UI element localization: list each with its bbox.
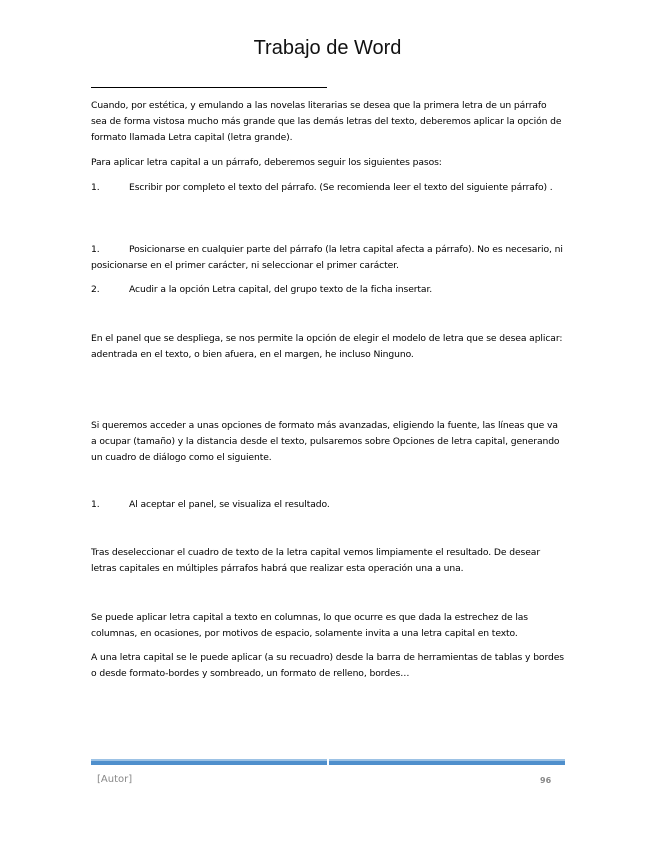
- paragraph-panel: En el panel que se despliega, se nos permite la opción de elegir el modelo de letra que se desea aplicar: adentrada en el texto, o bien afuera, en el margen, he incluso Ninguno.: [91, 333, 563, 360]
- page-number: 96: [540, 776, 552, 785]
- header-rule: [91, 87, 327, 88]
- list-item-text: Al aceptar el panel, se visualiza el resultado.: [129, 499, 330, 510]
- paragraph-result: Tras deseleccionar el cuadro de texto de la letra capital vemos limpiamente el resultado. De desear letras capitales en múltiples párrafos habrá que realizar esta operación una a una.: [91, 547, 540, 574]
- document-title: Trabajo de Word: [253, 37, 402, 59]
- list-item: [91, 180, 565, 196]
- list-item-number: 1.: [91, 182, 100, 193]
- footer-bar-divider: [327, 759, 329, 765]
- list-item-number: 2.: [91, 284, 100, 295]
- paragraph-columns: Se puede aplicar letra capital a texto en columnas, lo que ocurre es que dada la estrechez de las columnas, en ocasiones, por motivos de espacio, solamente invita a una letra capital en texto.: [91, 612, 528, 639]
- list-item-text: Acudir a la opción Letra capital, del grupo texto de la ficha insertar.: [129, 284, 433, 295]
- list-item: [91, 242, 565, 274]
- paragraph-intro: Cuando, por estética, y emulando a las novelas literarias se desea que la primera letra de un párrafo sea de forma vistosa mucho más grande que las demás letras del texto, deberemos aplicar la opción de formato llamada Letra capital (letra grande).: [91, 100, 562, 143]
- list-item-text: Escribir por completo el texto del párrafo. (Se recomienda leer el texto del siguiente párrafo) .: [129, 182, 553, 193]
- list-item: [91, 497, 565, 513]
- list-item: [91, 282, 565, 298]
- paragraph-steps-intro: Para aplicar letra capital a un párrafo, deberemos seguir los siguientes pasos:: [91, 157, 442, 168]
- paragraph-borders: A una letra capital se le puede aplicar (a su recuadro) desde la barra de herramientas de tablas y bordes o desde formato-bordes y sombreado, un formato de relleno, bordes…: [91, 652, 564, 679]
- list-item-number: 1.: [91, 244, 100, 255]
- paragraph-advanced-options: Si queremos acceder a unas opciones de formato más avanzadas, eligiendo la fuente, las líneas que va a ocupar (tamaño) y la distancia desde el texto, pulsaremos sobre Opciones de letra capital, generando un cuadro de diálogo como el siguiente.: [91, 420, 560, 463]
- list-item-number: 1.: [91, 499, 100, 510]
- list-item-text: Posicionarse en cualquier parte del párrafo (la letra capital afecta a párrafo). No es necesario, ni posicionarse en el primer carácter, ni seleccionar el primer carácter.: [91, 244, 563, 271]
- footer-author: [Autor]: [97, 774, 133, 785]
